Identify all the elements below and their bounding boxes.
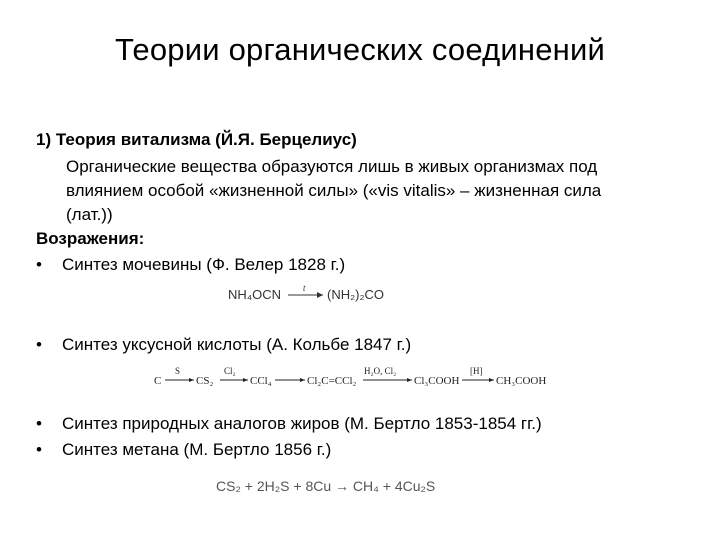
reaction-arrowhead — [300, 378, 305, 382]
bullet-marker: • — [36, 414, 42, 433]
definition-line-1: Органические вещества образуются лишь в живых организмах под — [66, 157, 598, 176]
acetic-acid-synthesis — [150, 362, 570, 392]
urea-condition: t — [303, 284, 306, 293]
bullet-fats: Синтез природных аналогов жиров (М. Бертло 1853-1854 гг.) — [62, 414, 542, 433]
methane-reaction — [212, 474, 502, 498]
objections-heading: Возражения: — [36, 229, 145, 248]
definition-line-3: (лат.)) — [66, 205, 113, 224]
acetic-step-1: CS₂ — [196, 375, 214, 387]
acetic-step-3: Cl₂C=CCl₂ — [307, 375, 357, 387]
bullet-marker: • — [36, 335, 42, 354]
urea-product: (NH₂)₂CO — [327, 287, 385, 302]
acetic-reagent-1: S — [175, 366, 181, 376]
acetic-step-4: Cl₃COOH — [414, 375, 460, 387]
acetic-step-2: CCl₄ — [250, 375, 272, 387]
bullet-acetic: Синтез уксусной кислоты (А. Кольбе 1847 г.) — [62, 335, 412, 354]
slide-title: Теории органических соединений — [115, 32, 605, 67]
section-heading: 1) Теория витализма (Й.Я. Берцелиус) — [36, 130, 357, 149]
reaction-arrowhead — [243, 378, 248, 382]
bullet-urea: Синтез мочевины (Ф. Велер 1828 г.) — [62, 255, 346, 274]
reaction-arrowhead — [489, 378, 494, 382]
reaction-arrowhead — [317, 292, 323, 298]
acetic-start: C — [154, 375, 162, 387]
bullet-marker: • — [36, 255, 42, 274]
acetic-product: CH₃COOH — [496, 375, 547, 387]
acetic-reagent-4: H₂O, Cl₂ — [364, 366, 397, 376]
urea-reactant: NH₄OCN — [228, 287, 281, 302]
bullet-methane: Синтез метана (М. Бертло 1856 г.) — [62, 440, 332, 459]
bullet-marker: • — [36, 440, 42, 459]
reaction-arrowhead — [189, 378, 194, 382]
acetic-reagent-5: [H] — [470, 366, 483, 376]
methane-equation: CS₂ + 2H₂S + 8Cu → CH₄ + 4Cu₂S — [216, 478, 436, 494]
definition-line-2: влиянием особой «жизненной силы» («vis vitalis» – жизненная сила — [66, 181, 602, 200]
reaction-arrowhead — [407, 378, 412, 382]
urea-reaction — [226, 283, 406, 305]
acetic-reagent-2: Cl₂ — [224, 366, 236, 376]
